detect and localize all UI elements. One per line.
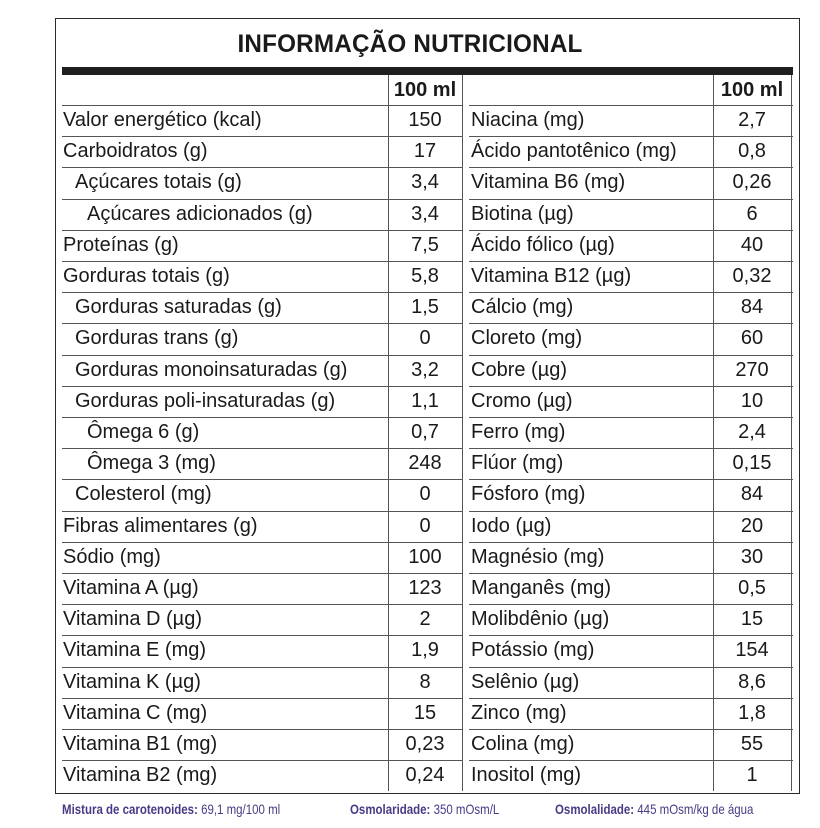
table-row [0,667,820,698]
nutrient-value: 6 [746,202,758,225]
nutrient-name: Cálcio (mg) [471,296,574,319]
nutrient-name: Inositol (mg) [471,764,582,787]
table-row [0,230,820,261]
table-row [0,261,820,292]
table-row [0,136,820,167]
nutrient-value: 3,2 [411,358,439,381]
nutrient-value: 10 [740,389,764,412]
nutrient-value: 2,4 [738,421,766,443]
nutrient-value: 8,6 [738,670,766,693]
nutrient-value: 20 [740,514,764,537]
nutrient-name: Gorduras poli-insaturadas (g) [75,389,336,412]
table-row [0,729,820,760]
carotenoids-label: Mistura de carotenoides: [62,801,198,817]
value-column-divider-right [791,75,792,791]
table-row [0,573,820,604]
nutrient-name: Manganês (mg) [471,577,612,599]
nutrient-value: 0 [419,327,431,350]
nutrient-name: Vitamina E (mg) [63,639,207,662]
nutrient-name: Valor energético (kcal) [63,109,262,131]
nutrient-name: Ômega 6 (g) [87,421,200,443]
nutrient-value: 0,24 [405,764,445,787]
nutrient-name: Vitamina A (µg) [63,577,199,599]
table-row [0,355,820,386]
column-header-right: 100 ml [720,79,784,101]
nutrient-value: 2,7 [738,109,766,131]
nutrient-value: 30 [740,545,764,568]
nutrient-name: Carboidratos (g) [63,140,208,163]
table-row [0,635,820,666]
nutrient-name: Gorduras trans (g) [75,327,239,350]
nutrient-value: 0,5 [738,577,766,599]
nutrient-name: Iodo (µg) [471,514,552,537]
nutrient-value: 1,5 [411,296,439,319]
nutrient-value: 40 [740,233,764,256]
nutrient-value: 0,8 [738,140,766,163]
nutrient-value: 123 [408,577,442,599]
nutrient-value: 15 [413,701,437,724]
nutrient-value: 0,26 [732,171,772,194]
nutrient-name: Gorduras monoinsaturadas (g) [75,358,348,381]
value-column-divider-left [713,75,714,791]
nutrient-value: 60 [740,327,764,350]
nutrient-value: 154 [735,639,769,662]
nutrient-name: Vitamina B1 (mg) [63,733,218,755]
nutrient-value: 0 [419,514,431,537]
nutrient-name: Ferro (mg) [471,421,566,443]
nutrient-value: 84 [740,296,764,319]
nutrient-value: 270 [735,358,769,381]
nutrient-value: 1,8 [738,701,766,724]
footer-notes [0,801,820,821]
osmolarity-label: Osmolaridade: [350,801,431,817]
nutrient-name: Vitamina C (mg) [63,701,208,724]
osmolarity-value: 350 mOsm/L [433,801,500,817]
table-row [0,292,820,323]
nutrient-value: 0,23 [405,733,445,755]
nutrient-name: Magnésio (mg) [471,545,605,568]
table-title: INFORMAÇÃO NUTRICIONAL [237,30,583,58]
table-row [0,604,820,635]
footer-osmolality [555,801,753,817]
nutrient-value: 0,32 [732,265,772,287]
nutrient-name: Fibras alimentares (g) [63,514,258,537]
nutrient-value: 248 [408,452,442,475]
table-row [0,448,820,479]
carotenoids-value: 69,1 mg/100 ml [201,801,281,817]
nutrient-value: 55 [740,733,764,755]
nutrient-name: Gorduras totais (g) [63,265,230,287]
nutrient-name: Cloreto (mg) [471,327,583,350]
nutrient-name: Ácido fólico (µg) [471,233,615,256]
nutrient-value: 1 [746,764,758,787]
nutrient-value: 3,4 [411,202,439,225]
table-row [0,386,820,417]
nutrient-name: Ácido pantotênico (mg) [471,140,677,163]
table-row [0,760,820,791]
nutrient-value: 5,8 [411,265,439,287]
table-row [0,542,820,573]
nutrient-name: Sódio (mg) [63,545,161,568]
nutrient-name: Colesterol (mg) [75,483,212,506]
nutrient-name: Vitamina K (µg) [63,670,201,693]
table-row [0,323,820,354]
table-row [0,511,820,542]
value-column-divider-left [388,75,389,791]
nutrient-name: Vitamina B12 (µg) [471,265,632,287]
osmolality-value: 445 mOsm/kg de água [637,801,754,817]
nutrient-name: Biotina (µg) [471,202,574,225]
nutrient-name: Vitamina B2 (mg) [63,764,218,787]
table-row [0,479,820,510]
table-row [0,199,820,230]
nutrient-value: 3,4 [411,171,439,194]
table-row [0,417,820,448]
nutrient-value: 150 [408,109,442,131]
nutrient-value: 8 [419,670,431,693]
nutrient-name: Gorduras saturadas (g) [75,296,282,319]
nutrient-value: 1,9 [411,639,439,662]
nutrient-name: Vitamina B6 (mg) [471,171,626,194]
nutrient-name: Colina (mg) [471,733,575,755]
table-row [0,105,820,136]
nutrient-name: Açúcares totais (g) [75,171,242,194]
nutrient-name: Flúor (mg) [471,452,564,475]
nutrient-value: 0 [419,483,431,506]
footer-osmolarity [350,801,499,817]
nutrient-value: 17 [413,140,437,163]
nutrient-name: Zinco (mg) [471,701,567,724]
nutrient-value: 7,5 [411,233,439,256]
nutrient-name: Molibdênio (µg) [471,608,610,631]
nutrient-name: Cromo (µg) [471,389,573,412]
nutrient-value: 1,1 [411,389,439,412]
table-row [0,167,820,198]
title-rule [62,67,793,75]
nutrient-name: Potássio (mg) [471,639,595,662]
nutrient-value: 0,15 [732,452,772,475]
nutrient-name: Vitamina D (µg) [63,608,202,631]
nutrient-name: Fósforo (mg) [471,483,586,506]
nutrient-value: 100 [408,545,442,568]
column-header-left: 100 ml [393,79,457,101]
nutrient-value: 0,7 [411,421,439,443]
value-column-divider-right [462,75,463,791]
nutrient-name: Açúcares adicionados (g) [87,202,313,225]
osmolality-label: Osmolalidade: [555,801,635,817]
nutrient-name: Niacina (mg) [471,109,585,131]
nutrient-name: Ômega 3 (mg) [87,452,216,475]
nutrient-value: 15 [740,608,764,631]
nutrient-name: Selênio (µg) [471,670,580,693]
nutrient-value: 2 [419,608,431,631]
nutrient-value: 84 [740,483,764,506]
nutrient-name: Proteínas (g) [63,233,179,256]
footer-carotenoids [62,801,280,817]
nutrient-name: Cobre (µg) [471,358,567,381]
table-row [0,698,820,729]
